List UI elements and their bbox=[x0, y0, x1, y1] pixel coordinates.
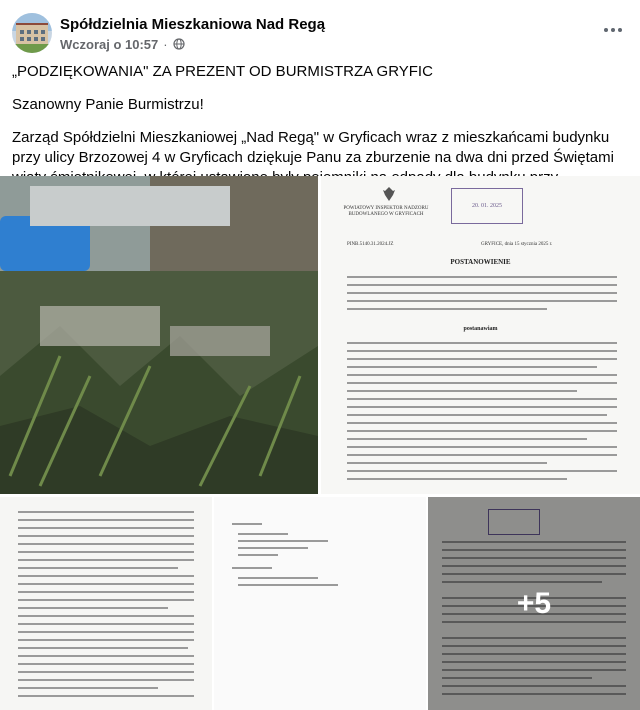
stamp bbox=[451, 188, 523, 224]
page-name[interactable]: Spółdzielnia Mieszkaniowa Nad Regą bbox=[60, 15, 326, 33]
document-title: POSTANOWIENIE bbox=[450, 258, 511, 266]
more-options-icon[interactable] bbox=[598, 20, 628, 40]
separator: · bbox=[163, 36, 168, 52]
document-ref: PINB.5140.31.2024.JZ bbox=[347, 242, 394, 247]
globe-icon bbox=[173, 38, 185, 50]
stamp-date: 20. 01. 2025 bbox=[472, 203, 502, 209]
photo-document-postanowienie[interactable] bbox=[321, 176, 640, 494]
photo-demolition[interactable] bbox=[0, 176, 318, 494]
photo-document-page[interactable] bbox=[0, 497, 212, 710]
photo-more[interactable] bbox=[428, 497, 640, 710]
post-title: „PODZIĘKOWANIA" ZA PREZENT OD BURMISTRZA GRYFIC bbox=[12, 63, 433, 80]
photo-grid bbox=[0, 176, 640, 710]
demolition-scene-image bbox=[0, 176, 318, 494]
post-body: Zarząd Spółdzielni Mieszkaniowej „Nad Regą" w Gryficach wraz z mieszkańcami budynku przy ulicy Brzozowej 4 w Gryficach dziękuje Panu za zburzenie na dwa dni przed Świętami bbox=[12, 129, 614, 166]
document-authority: POWIATOWY INSPEKTOR NADZORU BUDOWLANEGO W GRYFICACH bbox=[343, 206, 429, 217]
post-timestamp[interactable]: Wczoraj o 10:57 bbox=[60, 36, 159, 52]
emblem-icon bbox=[381, 186, 397, 202]
post-greeting: Szanowny Panie Burmistrzu! bbox=[12, 96, 204, 113]
more-photos-overlay[interactable] bbox=[428, 497, 640, 710]
post-header bbox=[12, 10, 325, 56]
avatar[interactable] bbox=[12, 13, 52, 53]
photo-document-distribution[interactable] bbox=[214, 497, 426, 710]
more-photos-count: +5 bbox=[516, 586, 552, 620]
document-section: postanawiam bbox=[463, 326, 498, 332]
document-place-date: GRYFICE, dnia 15 stycznia 2025 r. bbox=[481, 242, 553, 247]
